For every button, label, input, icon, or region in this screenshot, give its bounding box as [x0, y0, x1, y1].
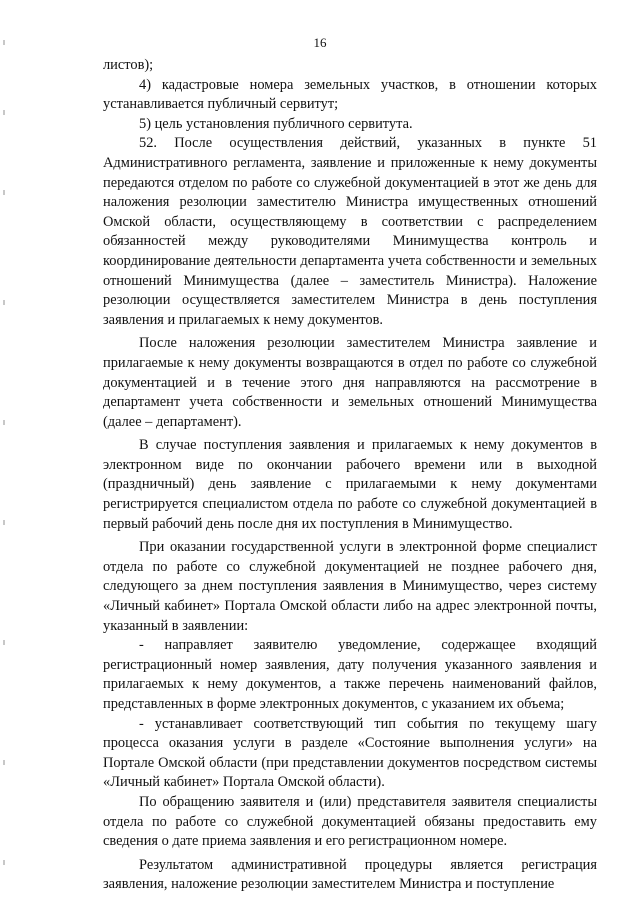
- paragraph-item-4: 4) кадастровые номера земельных участков, в отношении которых устанавливается публичный сервитут;: [103, 76, 597, 113]
- paragraph-event-status-bullet: - устанавливает соответствующий тип события по текущему шагу процесса оказания услуги в разделе «Состояние выполнения услуги» на Портале Омской области (при представлении документов посредством системы «Личный кабинет» Портала Омской области).: [103, 715, 597, 791]
- paragraph-item-5: 5) цель установления публичного сервитута.: [139, 115, 413, 132]
- paragraph-result: Результатом административной процедуры является регистрация заявления, наложение резолюции заместителем Министра и поступление: [103, 856, 597, 893]
- paragraph-applicant-request: По обращению заявителя и (или) представителя заявителя специалисты отдела по работе со служебной документацией обязаны предоставить ему сведения о дате приема заявления и его регистрационном номере.: [103, 793, 597, 850]
- page-number: 16: [313, 35, 327, 50]
- paragraph-clause-52: 52. После осуществления действий, указанных в пункте 51 Административного регламента, заявление и приложенные к нему документы передаются отделом по работе со служебной документацией в этот же день для наложения резолюции заместителю Министра имущественных отношений Омской области, осуществляющему в соответствии с распределением обязанностей между руководителями Минимущества контроль и координирование деятельности департамента учета собственности и земельных отношений Минимущества (далее – заместитель Министра). Наложение резолюции осуществляется заместителем Министра в день поступления заявления и прилагаемых к нему документов.: [103, 135, 597, 328]
- document-body: [103, 56, 597, 895]
- paragraph-electronic-service: При оказании государственной услуги в электронной форме специалист отдела по работе со служебной документацией не позднее рабочего дня, следующего за днем поступления заявления в Минимущество, через систему «Личный кабинет» Портала Омской области либо на адрес электронной почты, указанный в заявлении:: [103, 539, 597, 634]
- paragraph-electronic-submission: В случае поступления заявления и прилагаемых к нему документов в электронном виде по окончании рабочего времени или в выходной (праздничный) день заявление с прилагаемыми к нему документами регистрируется специалистом отдела по работе со служебной документацией в первый рабочий день после дня их поступления в Минимущество.: [103, 437, 597, 532]
- paragraph-continuation: листов);: [103, 57, 154, 73]
- paragraph-after-resolution: После наложения резолюции заместителем Министра заявление и прилагаемые к нему документы возвращаются в отдел по работе со служебной документацией и в течение этого дня направляются на рассмотрение в департамент учета собственности и земельных отношений Минимущества (далее – департамент).: [103, 335, 597, 430]
- scan-edge-marks: [3, 0, 7, 905]
- paragraph-notification-bullet: - направляет заявителю уведомление, содержащее входящий регистрационный номер заявления, дату получения указанного заявления и прилагаемых к нему документов, а также перечень наименований файлов, представленных в форме электронных документов, с указанием их объема;: [103, 637, 597, 712]
